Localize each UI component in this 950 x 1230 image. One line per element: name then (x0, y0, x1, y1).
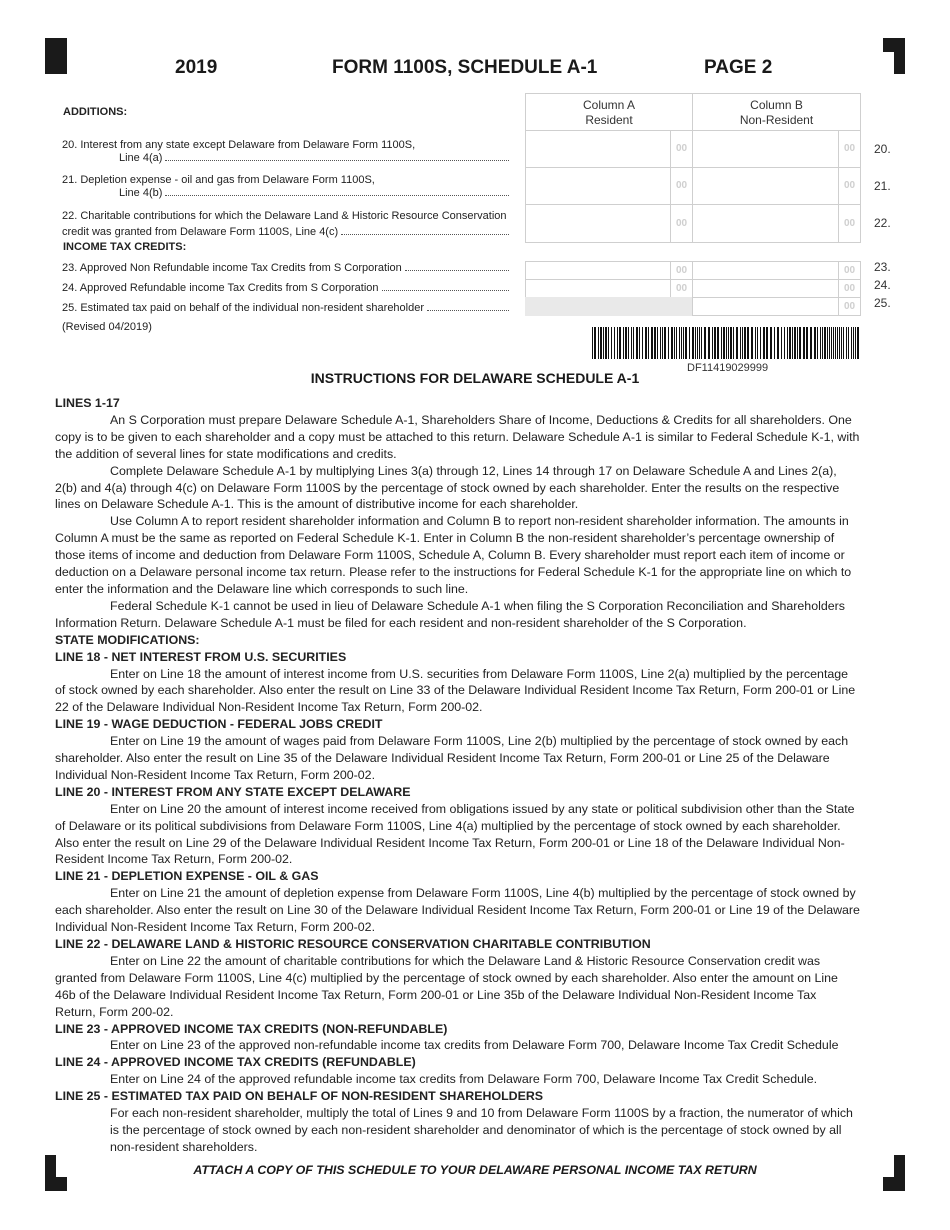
revised-date: (Revised 04/2019) (62, 321, 152, 333)
line-24-column-a-input[interactable] (525, 279, 693, 298)
barcode-bar (736, 327, 738, 359)
line-25-heading: LINE 25 - ESTIMATED TAX PAID ON BEHALF OF NON-RESIDENT SHAREHOLDERS (55, 1089, 544, 1104)
barcode-bar (681, 327, 682, 359)
barcode-bar (603, 327, 604, 359)
cents-field[interactable]: 00 (670, 168, 692, 204)
barcode-bar (679, 327, 680, 359)
barcode-bar (846, 327, 847, 359)
barcode-bar (751, 327, 753, 359)
instructions-paragraph: Federal Schedule K-1 cannot be used in lieu of Delaware Schedule A-1 when filing the S Corporation Reconciliation and Shareholders Information Return. Delaware Schedule A-1 must be filed for each resident and non-resident shareholder of the S Corporation. (55, 598, 845, 630)
barcode-bar (723, 327, 725, 359)
cents-field[interactable]: 00 (838, 131, 860, 167)
line-20-column-a-input[interactable] (525, 130, 693, 168)
barcode-bar (689, 327, 690, 359)
line-24-label: 24. Approved Refundable income Tax Credits from S Corporation (62, 282, 512, 295)
barcode-bar (857, 327, 859, 359)
barcode-bar (642, 327, 643, 359)
line-22-column-a-input[interactable] (525, 204, 693, 243)
barcode-bar (839, 327, 840, 359)
line-22-column-b-input[interactable] (692, 204, 861, 243)
barcode-bar (770, 327, 772, 359)
line-22-label: 22. Charitable contributions for which the Delaware Land & Historic Resource Conservation credit was granted from Delaware Form 1100S, Line 4(c) (62, 208, 512, 240)
barcode-bar (757, 327, 758, 359)
line-23-column-a-input[interactable] (525, 261, 693, 280)
line-18-heading: LINE 18 - NET INTEREST FROM U.S. SECURITIES (55, 649, 347, 664)
line-25-column-a-shaded (525, 297, 693, 316)
barcode-bar (668, 327, 669, 359)
cents-field[interactable]: 00 (838, 298, 860, 315)
instructions-paragraph: Complete Delaware Schedule A-1 by multiplying Lines 3(a) through 12, Lines 14 through 17 on Delaware Schedule A and Lines 2(a), 2(b) and 4(a) through 4(c) on Delaware Form 1100S by the percentage of stock owned by each shareholder. Enter the results on the respective lines on Delaware Schedule A-1. This is the amount of distributive income for each shareholder. (55, 463, 840, 512)
line-21-number: 21. (874, 179, 891, 193)
attach-copy-footer: ATTACH A COPY OF THIS SCHEDULE TO YOUR DELAWARE PERSONAL INCOME TAX RETURN (193, 1163, 757, 1177)
barcode-bar (695, 327, 696, 359)
barcode-bar (730, 327, 732, 359)
barcode-bar (784, 327, 785, 359)
barcode-bar (797, 327, 798, 359)
barcode-bar (817, 327, 818, 359)
barcode-bar (766, 327, 768, 359)
barcode-bar (806, 327, 808, 359)
income-tax-credits-heading: INCOME TAX CREDITS: (63, 241, 187, 253)
barcode-bar (614, 327, 615, 359)
line-20-number: 20. (874, 142, 891, 156)
line-23-heading: LINE 23 - APPROVED INCOME TAX CREDITS (NON-REFUNDABLE) (55, 1021, 448, 1036)
cents-field[interactable]: 00 (838, 262, 860, 279)
barcode-bar (740, 327, 741, 359)
barcode-bar (692, 327, 694, 359)
line-20-heading: LINE 20 - INTEREST FROM ANY STATE EXCEPT DELAWARE (55, 784, 411, 799)
barcode-bar (726, 327, 727, 359)
corner-mark-top-right-stem (894, 38, 905, 74)
cents-field[interactable]: 00 (670, 262, 692, 279)
corner-mark-top-left-tab (56, 38, 67, 52)
barcode-bar (803, 327, 805, 359)
cents-field[interactable]: 00 (670, 131, 692, 167)
barcode-bar (717, 327, 719, 359)
barcode-bar (787, 327, 788, 359)
line-24-heading: LINE 24 - APPROVED INCOME TAX CREDITS (REFUNDABLE) (55, 1055, 416, 1070)
barcode-bar (755, 327, 756, 359)
barcode-bar (664, 327, 666, 359)
barcode-bar (628, 327, 629, 359)
barcode-bar (789, 327, 791, 359)
form-title: FORM 1100S, SCHEDULE A-1 (332, 57, 598, 78)
barcode-bar (794, 327, 796, 359)
line-23-label: 23. Approved Non Refundable income Tax Credits from S Corporation (62, 262, 512, 275)
barcode-bar (660, 327, 661, 359)
barcode-bar (714, 327, 716, 359)
line-23-text: Enter on Line 23 of the approved non-refundable income tax credits from Delaware Form 700, Delaware Income Tax Credit Schedule (110, 1038, 839, 1053)
barcode-bar (674, 327, 675, 359)
barcode-bar (733, 327, 734, 359)
line-25-column-b-input[interactable] (692, 297, 861, 316)
cents-field[interactable]: 00 (838, 168, 860, 204)
barcode-bar (820, 327, 821, 359)
barcode-bar (799, 327, 801, 359)
barcode-bar (814, 327, 816, 359)
barcode-bar (600, 327, 602, 359)
barcode-bar (760, 327, 761, 359)
line-22-number: 22. (874, 216, 891, 230)
barcode-bar (608, 327, 609, 359)
barcode-bar (631, 327, 632, 359)
state-modifications-heading: STATE MODIFICATIONS: (55, 632, 200, 647)
barcode-bar (651, 327, 653, 359)
barcode-bar (721, 327, 722, 359)
barcode-bar (676, 327, 677, 359)
line-25-label: 25. Estimated tax paid on behalf of the individual non-resident shareholder (62, 302, 512, 315)
line-18-text: Enter on Line 18 the amount of interest income from U.S. securities from Delaware Form 1100S, Line 2(a) multiplied by the percentage of stock owned by each shareholder. Also enter the result on Line 33 of the Delaware Individual Resident Income Tax Return, Form 200-01 or Line 22 of the Delaware Individual Non-Resident Income Tax Return, Form 200-02. (55, 666, 856, 715)
barcode-bar (792, 327, 793, 359)
line-24-column-b-input[interactable] (692, 279, 861, 298)
barcode-bar (617, 327, 618, 359)
barcode-bar (598, 327, 599, 359)
barcode-bar (645, 327, 647, 359)
barcode-bar (777, 327, 779, 359)
barcode-bar (831, 327, 832, 359)
barcode-bar (697, 327, 698, 359)
barcode-bar (763, 327, 765, 359)
barcode-bar (623, 327, 624, 359)
line-24-number: 24. (874, 278, 891, 292)
additions-heading: ADDITIONS: (63, 106, 128, 118)
barcode-bar (685, 327, 687, 359)
barcode-bar (639, 327, 640, 359)
cents-field[interactable]: 00 (838, 280, 860, 297)
barcode-bar (848, 327, 849, 359)
barcode-bar (605, 327, 607, 359)
instructions-title: INSTRUCTIONS FOR DELAWARE SCHEDULE A-1 (310, 370, 640, 386)
barcode (592, 327, 862, 359)
barcode-bar (611, 327, 612, 359)
barcode-bar (636, 327, 638, 359)
line-22-heading: LINE 22 - DELAWARE LAND & HISTORIC RESOURCE CONSERVATION CHARITABLE CONTRIBUTION (55, 937, 651, 951)
line-21-column-a-input[interactable] (525, 167, 693, 205)
barcode-bar (594, 327, 596, 359)
instructions-paragraph: An S Corporation must prepare Delaware Schedule A-1, Shareholders Share of Income, Deductions & Credits for all shareholders. One copy is to be given to each shareholder and a copy must be attached to this return. Delaware Schedule A-1 is similar to Federal Schedule K-1, with the addition of several lines for state modifications and credits. (55, 412, 860, 461)
barcode-bar (633, 327, 634, 359)
line-22-text: Enter on Line 22 the amount of charitable contributions for which the Delaware Land & Historic Resource Conservation credit was granted from Delaware Form 1100S, Line 4(c) multiplied by the percentage of stock owned by each shareholder. Also enter the amount on Line 46b of the Delaware Individual Resident Income Tax Return, Form 200-01 or Line 35b of the Delaware Individual Non-Resident Income Tax Return, Form 200-02. (55, 953, 838, 1019)
barcode-bar (853, 327, 854, 359)
line-25-number: 25. (874, 296, 891, 310)
line-24-text: Enter on Line 24 of the approved refundable income tax credits from Delaware Form 700, Delaware Income Tax Credit Schedule. (110, 1072, 818, 1087)
corner-mark-bottom-right-foot (883, 1177, 905, 1191)
barcode-bar (774, 327, 775, 359)
cents-field[interactable]: 00 (838, 205, 860, 242)
cents-field[interactable]: 00 (670, 205, 692, 242)
barcode-bar (704, 327, 706, 359)
barcode-bar (851, 327, 852, 359)
barcode-bar (619, 327, 621, 359)
barcode-bar (810, 327, 812, 359)
barcode-bar (747, 327, 749, 359)
barcode-bar (824, 327, 826, 359)
barcode-bar (648, 327, 649, 359)
barcode-bar (683, 327, 684, 359)
barcode-bar (712, 327, 713, 359)
barcode-bar (822, 327, 823, 359)
lines-1-17-heading: LINES 1-17 (55, 396, 120, 410)
barcode-bar (833, 327, 834, 359)
form-year: 2019 (175, 57, 218, 78)
barcode-bar (827, 327, 828, 359)
line-19-text: Enter on Line 19 the amount of wages paid from Delaware Form 1100S, Line 2(b) multiplied by the percentage of stock owned by each shareholder. Also enter the result on Line 35 of the Delaware Individual Resident Income Tax Return, Form 200-01 or Line 25 of the Delaware Individual Non-Resident Income Tax Return, Form 200-02. (55, 734, 849, 782)
barcode-bar (855, 327, 856, 359)
barcode-bar (654, 327, 656, 359)
barcode-bar (742, 327, 743, 359)
barcode-bar (671, 327, 673, 359)
line-21-column-b-input[interactable] (692, 167, 861, 205)
line-23-column-b-input[interactable] (692, 261, 861, 280)
line-25-text: For each non-resident shareholder, multiply the total of Lines 9 and 10 from Delaware Form 1100S by a fraction, the numerator of which is the percentage of stock owned by each non-resident shareholder and denominator of which is the percentage of stock owned by all non-resident shareholders. (110, 1106, 853, 1154)
line-19-heading: LINE 19 - WAGE DEDUCTION - FEDERAL JOBS CREDIT (55, 717, 383, 732)
line-21-heading: LINE 21 - DEPLETION EXPENSE - OIL & GAS (55, 869, 319, 884)
line-21-text: Enter on Line 21 the amount of depletion expense from Delaware Form 1100S, Line 4(b) multiplied by the percentage of stock owned by each shareholder. Also enter the result on Line 30 of the Delaware Individual Resident Income Tax Return, Form 200-01 or Line 19 of the Delaware Individual Non-Resident Income Tax Return, Form 200-02. (55, 886, 860, 935)
corner-mark-bottom-left-foot (45, 1177, 67, 1191)
column-a-title: Column A Resident (582, 98, 636, 127)
instructions-body (55, 395, 860, 1156)
barcode-bar (829, 327, 830, 359)
cents-field[interactable]: 00 (670, 280, 692, 297)
barcode-bar (662, 327, 663, 359)
barcode-bar (699, 327, 700, 359)
barcode-bar (837, 327, 838, 359)
instructions-paragraph: Use Column A to report resident shareholder information and Column B to report non-resident shareholder information. The amounts in Column A must be the same as reported on Federal Schedule K-1. Enter in Column B the non-resident shareholder’s percentage ownership of those items of income and deduction from Delaware Form 1100S, Schedule A, Column B. Every shareholder must report each item of income or deduction on a Delaware personal income tax return. Please refer to the instructions for Federal Schedule K-1 for the appropriate line on which to enter the information and the Delaware line which corresponds to such line. (55, 514, 852, 596)
barcode-bar (781, 327, 782, 359)
barcode-bar (701, 327, 702, 359)
barcode-bar (657, 327, 658, 359)
line-20-label: 20. Interest from any state except Delaware from Delaware Form 1100S, Line 4(a) (62, 139, 512, 165)
barcode-id: DF11419029999 (687, 362, 769, 374)
line-23-number: 23. (874, 260, 891, 274)
barcode-bar (625, 327, 627, 359)
barcode-bar (843, 327, 844, 359)
barcode-bar (744, 327, 746, 359)
barcode-bar (592, 327, 593, 359)
barcode-bar (728, 327, 729, 359)
barcode-bar (835, 327, 836, 359)
line-20-text: Enter on Line 20 the amount of interest income received from obligations issued by any state or political subdivision other than the State of Delaware or its political subdivisions from Delaware Form 1100S, Line 4(a) multiplied by the percentage of stock owned by each shareholder. Also enter the result on Line 29 of the Delaware Individual Resident Income Tax Return, Form 200-01 or Line 18 of the Delaware Individual Non-Resident Income Tax Return, Form 200-02. (55, 801, 855, 867)
barcode-bar (841, 327, 842, 359)
barcode-bar (708, 327, 710, 359)
column-b-title: Column B Non-Resident (739, 98, 814, 127)
line-21-label: 21. Depletion expense - oil and gas from Delaware Form 1100S, Line 4(b) (62, 174, 512, 200)
page-number: PAGE 2 (704, 57, 773, 78)
line-20-column-b-input[interactable] (692, 130, 861, 168)
